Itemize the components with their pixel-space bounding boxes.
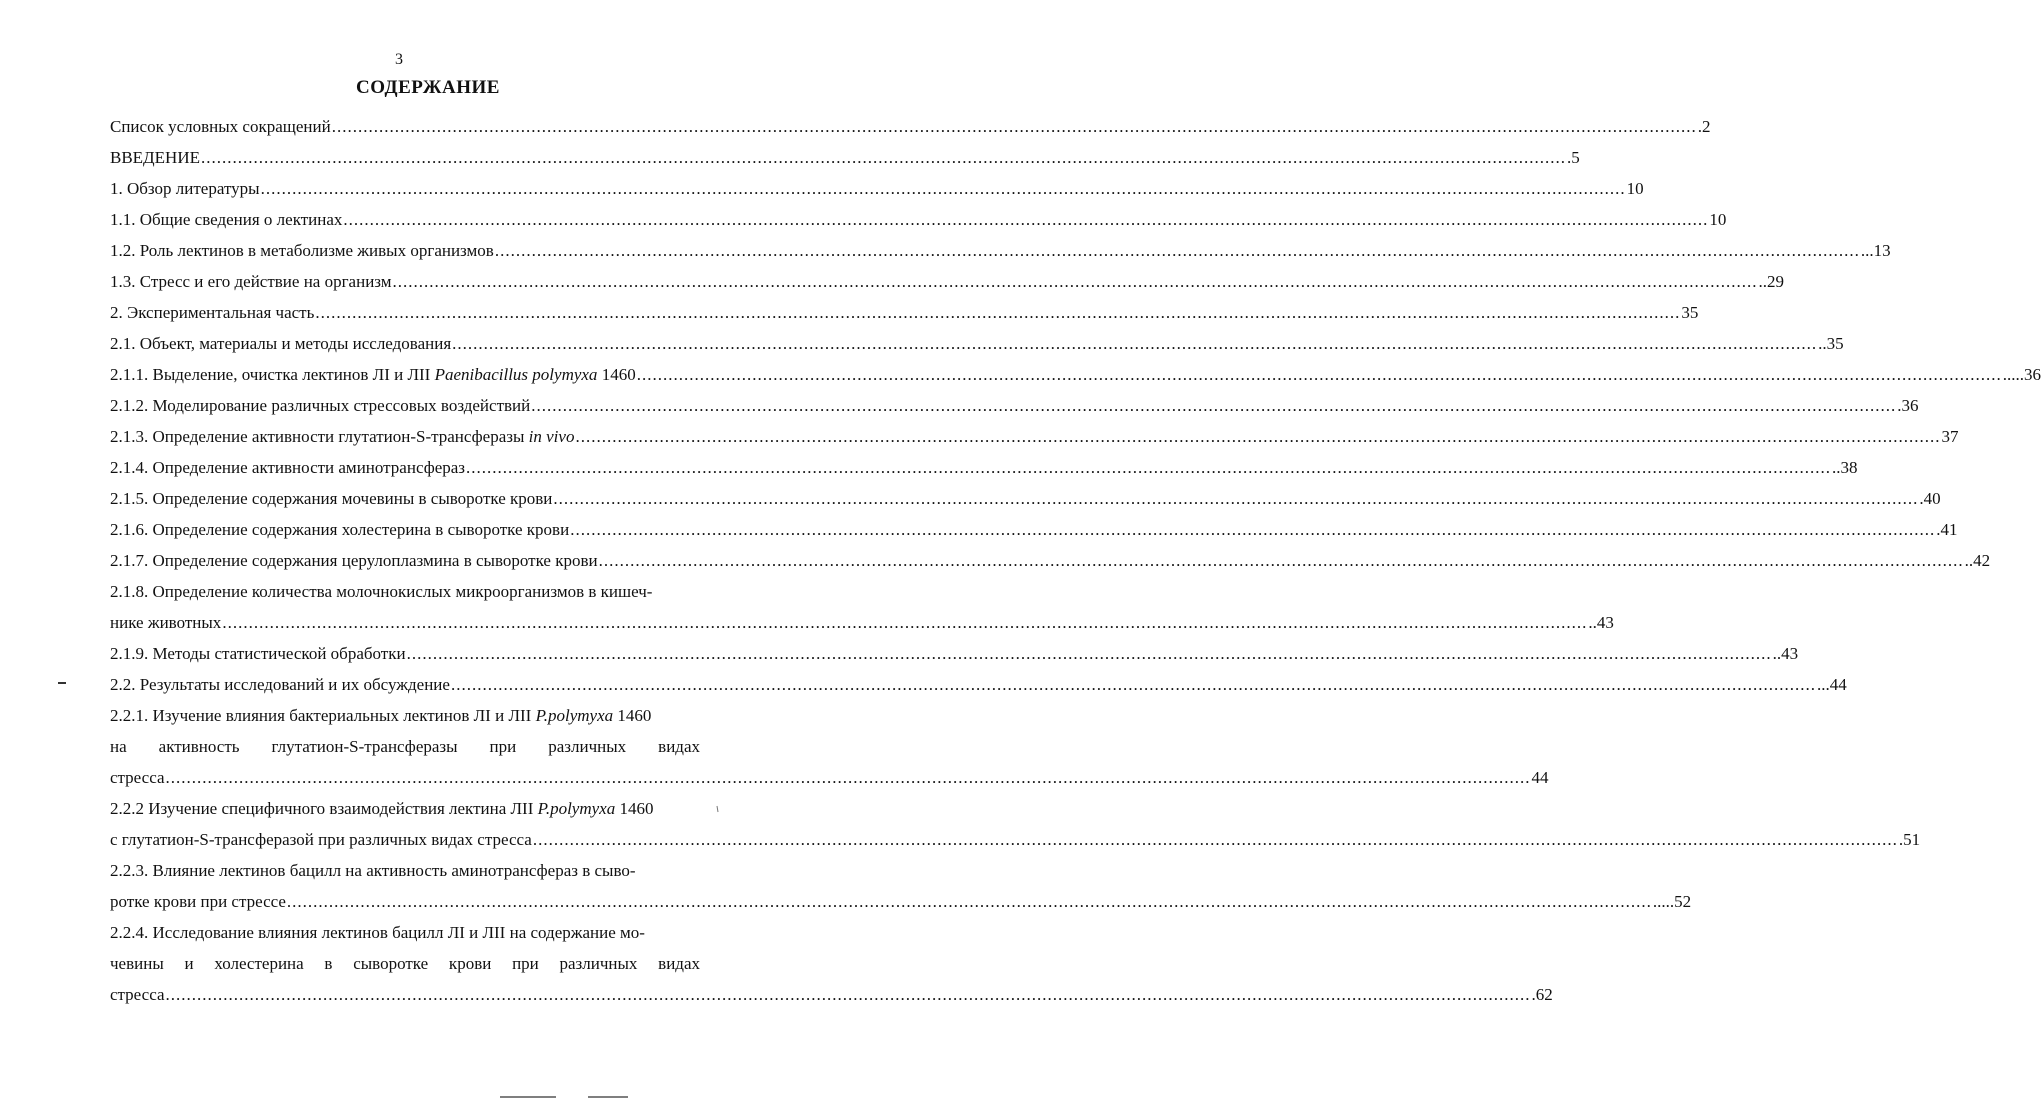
toc-page: 37 bbox=[1941, 427, 1959, 446]
toc-entry-line bbox=[110, 793, 740, 824]
toc-label-line: 2.2.2 Изучение специфичного взаимодействия лектина ЛII P.polymyxa 1460 bbox=[110, 799, 654, 818]
toc-leader: .................................................................................................................................................................................................................................................................... bbox=[331, 117, 1697, 136]
toc-page: .41 bbox=[1936, 520, 1958, 539]
toc-leader: .................................................................................................................................................................................................................................................................... bbox=[392, 272, 1758, 291]
toc-leader: .................................................................................................................................................................................................................................................................... bbox=[450, 675, 1816, 694]
toc-page: ..42 bbox=[1964, 551, 1991, 570]
toc-page: ..38 bbox=[1832, 458, 1858, 477]
toc-page: ..35 bbox=[1818, 334, 1844, 353]
toc-entry-line bbox=[110, 948, 740, 979]
toc-leader: .................................................................................................................................................................................................................................................................... bbox=[570, 520, 1936, 539]
toc-page: ...44 bbox=[1816, 675, 1847, 694]
toc-page: 44 bbox=[1531, 768, 1549, 787]
toc-label: Список условных сокращений bbox=[110, 117, 331, 136]
toc-entry bbox=[110, 266, 1785, 297]
toc-entry bbox=[110, 638, 1799, 669]
toc-label-line: на активность глутатион-S-трансферазы при различных видах bbox=[110, 737, 700, 756]
toc-leader: .................................................................................................................................................................................................................................................................... bbox=[260, 179, 1626, 198]
toc-leader: .................................................................................................................................................................................................................................................................... bbox=[494, 241, 1860, 260]
toc-leader: .................................................................................................................................................................................................................................................................... bbox=[575, 427, 1941, 446]
toc-label: 2.1.3. Определение активности глутатион-S-трансферазы in vivo bbox=[110, 427, 575, 446]
toc-leader: .................................................................................................................................................................................................................................................................... bbox=[452, 334, 1818, 353]
toc-label-line: 2.2.4. Исследование влияния лектинов бацилл ЛI и ЛII на содержание мо- bbox=[110, 923, 645, 942]
toc-leader: .................................................................................................................................................................................................................................................................... bbox=[531, 396, 1897, 415]
toc-entry bbox=[110, 979, 1553, 1010]
toc-label: стресса bbox=[110, 985, 165, 1004]
toc-label-line: 2.2.1. Изучение влияния бактериальных лектинов ЛI и ЛII P.polymyxa 1460 bbox=[110, 706, 652, 725]
toc-page: .2 bbox=[1697, 117, 1711, 136]
toc-page: .....52 bbox=[1652, 892, 1692, 911]
toc-entry bbox=[110, 204, 1727, 235]
toc-label: 2.1.4. Определение активности аминотрансфераз bbox=[110, 458, 466, 477]
toc-entry bbox=[110, 390, 1919, 421]
toc-label: 1.2. Роль лектинов в метаболизме живых организмов bbox=[110, 241, 494, 260]
toc-label: 1.3. Стресс и его действие на организм bbox=[110, 272, 392, 291]
toc-entry bbox=[110, 545, 1991, 576]
toc-page: ..29 bbox=[1758, 272, 1785, 291]
toc-leader: .................................................................................................................................................................................................................................................................... bbox=[315, 303, 1681, 322]
toc-label: 1. Обзор литературы bbox=[110, 179, 260, 198]
toc-page: ..43 bbox=[1772, 644, 1799, 663]
toc-label: нике животных bbox=[110, 613, 222, 632]
toc-entry bbox=[110, 142, 1580, 173]
page-title: СОДЕРЖАНИЕ bbox=[356, 77, 500, 98]
toc-label-line: чевины и холестерина в сыворотке крови при различных видах bbox=[110, 954, 700, 973]
toc-label: 2.1.5. Определение содержания мочевины в сыворотке крови bbox=[110, 489, 553, 508]
toc-entry bbox=[110, 669, 1847, 700]
toc-entry-line bbox=[110, 731, 740, 762]
toc-entry bbox=[110, 762, 1549, 793]
toc-label: 2.2. Результаты исследований и их обсуждение bbox=[110, 675, 450, 694]
toc-entry-line bbox=[110, 855, 740, 886]
toc-entry bbox=[110, 328, 1844, 359]
toc-leader: .................................................................................................................................................................................................................................................................... bbox=[165, 985, 1531, 1004]
toc-entry-line bbox=[110, 917, 740, 948]
toc-entry bbox=[110, 235, 1891, 266]
toc-label: 2.1.7. Определение содержания церулоплазмина в сыворотке крови bbox=[110, 551, 598, 570]
toc-label: 2.1. Объект, материалы и методы исследования bbox=[110, 334, 452, 353]
table-of-contents bbox=[110, 111, 2041, 1010]
toc-entry bbox=[110, 514, 1958, 545]
toc-entry bbox=[110, 607, 1614, 638]
toc-entry-line bbox=[110, 700, 740, 731]
toc-leader: .................................................................................................................................................................................................................................................................... bbox=[532, 830, 1898, 849]
toc-label: 2.1.6. Определение содержания холестерина в сыворотке крови bbox=[110, 520, 570, 539]
toc-label: ротке крови при стрессе bbox=[110, 892, 286, 911]
toc-leader: .................................................................................................................................................................................................................................................................... bbox=[165, 768, 1531, 787]
toc-leader: .................................................................................................................................................................................................................................................................... bbox=[466, 458, 1832, 477]
toc-label: стресса bbox=[110, 768, 165, 787]
toc-label: с глутатион-S-трансферазой при различных видах стресса bbox=[110, 830, 532, 849]
toc-leader: .................................................................................................................................................................................................................................................................... bbox=[222, 613, 1588, 632]
toc-page: .40 bbox=[1919, 489, 1941, 508]
toc-leader: .................................................................................................................................................................................................................................................................... bbox=[200, 148, 1566, 167]
toc-page: ...13 bbox=[1860, 241, 1891, 260]
toc-page: .36 bbox=[1897, 396, 1919, 415]
toc-leader: .................................................................................................................................................................................................................................................................... bbox=[636, 365, 2002, 384]
toc-label: 2.1.1. Выделение, очистка лектинов ЛI и ЛII Paenibacillus polymyxa 1460 bbox=[110, 365, 636, 384]
toc-label-line: 2.2.3. Влияние лектинов бацилл на активность аминотрансфераз в сыво- bbox=[110, 861, 636, 880]
toc-page: .62 bbox=[1531, 985, 1553, 1004]
toc-label: 1.1. Общие сведения о лектинах bbox=[110, 210, 343, 229]
toc-page: ..43 bbox=[1588, 613, 1614, 632]
toc-entry bbox=[110, 421, 1959, 452]
toc-label: 2. Экспериментальная часть bbox=[110, 303, 315, 322]
toc-leader: .................................................................................................................................................................................................................................................................... bbox=[406, 644, 1772, 663]
toc-page: 10 bbox=[1626, 179, 1644, 198]
toc-entry-line bbox=[110, 576, 740, 607]
toc-label: ВВЕДЕНИЕ bbox=[110, 148, 200, 167]
toc-page: .51 bbox=[1898, 830, 1921, 849]
toc-entry bbox=[110, 111, 1711, 142]
toc-page: .....36 bbox=[2002, 365, 2041, 384]
toc-label: 2.1.2. Моделирование различных стрессовых воздействий bbox=[110, 396, 531, 415]
toc-label: 2.1.9. Методы статистической обработки bbox=[110, 644, 406, 663]
toc-page: .5 bbox=[1566, 148, 1580, 167]
toc-page: 35 bbox=[1681, 303, 1699, 322]
toc-page: 10 bbox=[1709, 210, 1727, 229]
toc-entry bbox=[110, 173, 1644, 204]
toc-entry bbox=[110, 297, 1699, 328]
toc-entry bbox=[110, 886, 1692, 917]
toc-leader: .................................................................................................................................................................................................................................................................... bbox=[598, 551, 1964, 570]
toc-entry bbox=[110, 452, 1858, 483]
toc-leader: .................................................................................................................................................................................................................................................................... bbox=[286, 892, 1652, 911]
toc-entry bbox=[110, 824, 1921, 855]
toc-entry bbox=[110, 483, 1941, 514]
toc-entry bbox=[110, 359, 2041, 390]
toc-leader: .................................................................................................................................................................................................................................................................... bbox=[553, 489, 1919, 508]
page-number: 3 bbox=[395, 51, 403, 68]
toc-leader: .................................................................................................................................................................................................................................................................... bbox=[343, 210, 1709, 229]
toc-label-line: 2.1.8. Определение количества молочнокислых микроорганизмов в кишеч- bbox=[110, 582, 653, 601]
